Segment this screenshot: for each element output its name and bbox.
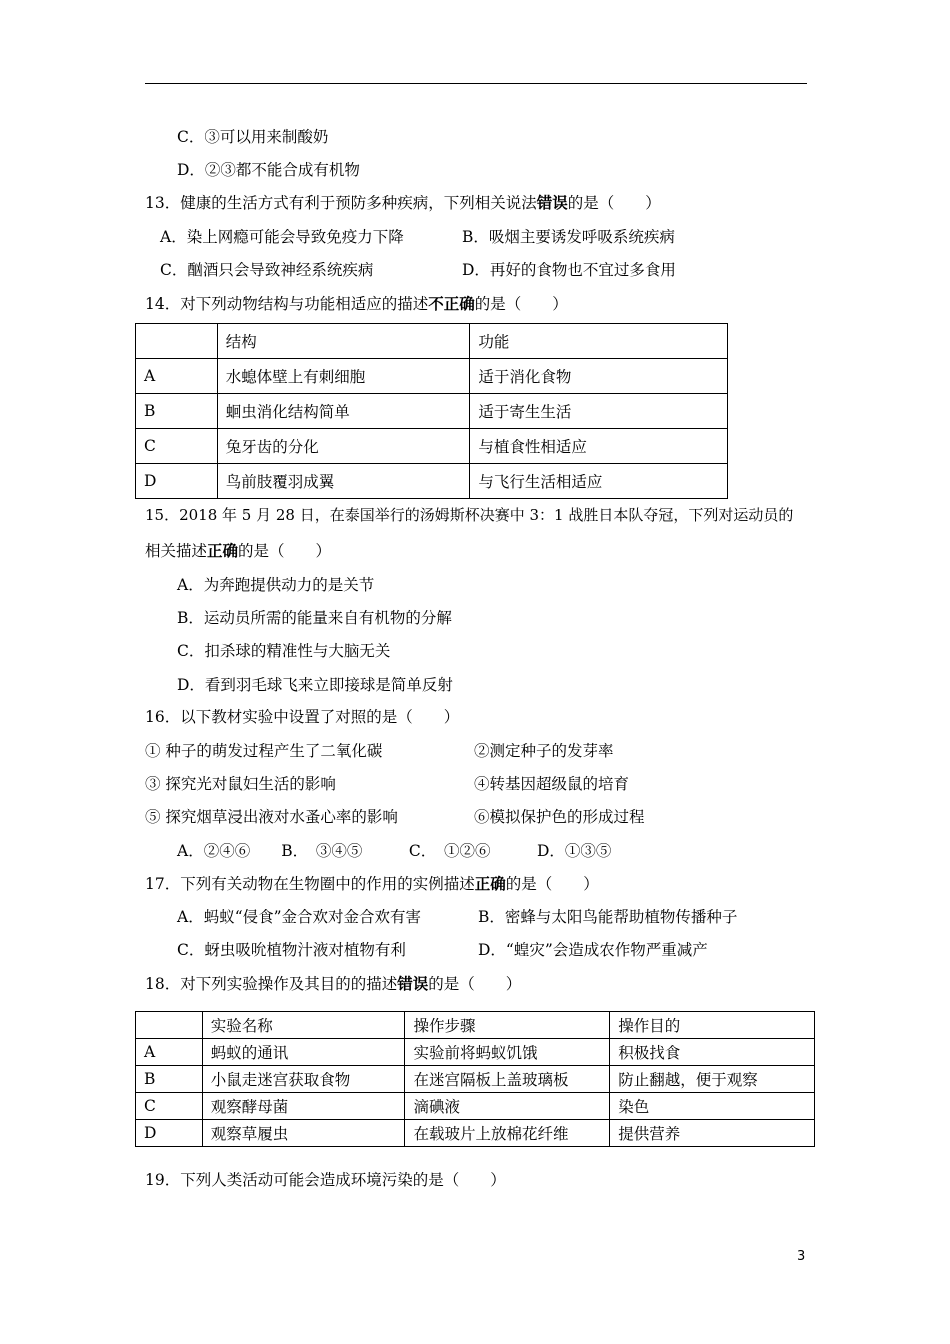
table-cell: 滴碘液 bbox=[405, 1093, 610, 1120]
q14-table bbox=[135, 323, 728, 499]
table-cell: 与飞行生活相适应 bbox=[470, 464, 728, 499]
q16-item-2: ②测定种子的发芽率 bbox=[474, 742, 614, 760]
q18-table bbox=[135, 1011, 815, 1147]
table-cell: 在迷宫隔板上盖玻璃板 bbox=[405, 1066, 610, 1093]
page-number: 3 bbox=[797, 1249, 806, 1264]
q16-item-4: ④转基因超级鼠的培育 bbox=[474, 775, 630, 793]
q17-option-b: B．密蜂与太阳鸟能帮助植物传播种子 bbox=[478, 908, 738, 926]
table-cell: B bbox=[136, 394, 218, 429]
table-cell: 观察酵母菌 bbox=[202, 1093, 405, 1120]
table-header-cell: 实验名称 bbox=[202, 1012, 405, 1039]
table-cell: C bbox=[136, 429, 218, 464]
q15-option-c: C．扣杀球的精准性与大脑无关 bbox=[177, 642, 391, 660]
q13-option-c: C．酗酒只会导致神经系统疾病 bbox=[160, 261, 374, 279]
q16-item-5: ⑤ 探究烟草浸出液对水蚤心率的影响 bbox=[145, 808, 398, 826]
table-cell: 实验前将蚂蚁饥饿 bbox=[405, 1039, 610, 1066]
table-cell: 适于寄生生活 bbox=[470, 394, 728, 429]
q13-emphasis: 错误 bbox=[536, 193, 568, 212]
q14-emphasis: 不正确 bbox=[428, 294, 475, 313]
table-cell: 染色 bbox=[610, 1093, 815, 1120]
table-cell: D bbox=[136, 464, 218, 499]
q15-emphasis: 正确 bbox=[207, 541, 239, 560]
table-cell: 适于消化食物 bbox=[470, 359, 728, 394]
q13-option-d: D．再好的食物也不宜过多食用 bbox=[462, 261, 676, 279]
q15-option-d: D．看到羽毛球飞来立即接球是简单反射 bbox=[177, 676, 453, 694]
q16-options: A．②④⑥ B． ③④⑤ C． ①②⑥ D．①③⑤ bbox=[177, 842, 612, 860]
q12-option-d: D．②③都不能合成有机物 bbox=[177, 161, 360, 179]
table-cell: 在载玻片上放棉花纤维 bbox=[405, 1120, 610, 1147]
table-cell: A bbox=[136, 359, 218, 394]
table-header-row bbox=[136, 1012, 815, 1039]
q13-stem: 13．健康的生活方式有利于预防多种疾病，下列相关说法错误的是（ ） bbox=[145, 193, 661, 212]
table-cell: C bbox=[136, 1093, 203, 1120]
table-row bbox=[136, 1039, 815, 1066]
table-cell: 蛔虫消化结构简单 bbox=[217, 394, 470, 429]
q15-option-a: A．为奔跑提供动力的是关节 bbox=[177, 576, 375, 594]
q14-stem: 14．对下列动物结构与功能相适应的描述不正确的是（ ） bbox=[145, 294, 568, 313]
table-row bbox=[136, 1120, 815, 1147]
table-cell: 防止翻越，便于观察 bbox=[610, 1066, 815, 1093]
table-header-row bbox=[136, 324, 728, 359]
header-rule bbox=[145, 83, 807, 84]
q16-stem: 16．以下教材实验中设置了对照的是（ ） bbox=[145, 708, 460, 726]
q16-item-3: ③ 探究光对鼠妇生活的影响 bbox=[145, 775, 336, 793]
table-cell: 鸟前肢覆羽成翼 bbox=[217, 464, 470, 499]
table-row bbox=[136, 394, 728, 429]
table-header-cell bbox=[136, 1012, 203, 1039]
q13-option-a: A．染上网瘾可能会导致免疫力下降 bbox=[160, 228, 404, 246]
table-header-cell: 操作步骤 bbox=[405, 1012, 610, 1039]
table-row bbox=[136, 1093, 815, 1120]
table-row bbox=[136, 464, 728, 499]
q17-option-a: A．蚂蚁“侵食”金合欢对金合欢有害 bbox=[177, 908, 422, 926]
table-cell: A bbox=[136, 1039, 203, 1066]
table-cell: 观察草履虫 bbox=[202, 1120, 405, 1147]
q15-option-b: B．运动员所需的能量来自有机物的分解 bbox=[177, 609, 452, 627]
table-cell: B bbox=[136, 1066, 203, 1093]
q16-item-6: ⑥模拟保护色的形成过程 bbox=[474, 808, 645, 826]
q17-option-d: D．“蝗灾”会造成农作物严重减产 bbox=[478, 941, 708, 959]
table-cell: 兔牙齿的分化 bbox=[217, 429, 470, 464]
q13-option-b: B．吸烟主要诱发呼吸系统疾病 bbox=[462, 228, 675, 246]
q15-stem-line1: 15．2018 年 5 月 28 日，在泰国举行的汤姆斯杯决赛中 3：1 战胜日本队夺冠，下列对运动员的 bbox=[145, 506, 794, 524]
q16-item-1: ① 种子的萌发过程产生了二氧化碳 bbox=[145, 742, 383, 760]
table-cell: 提供营养 bbox=[610, 1120, 815, 1147]
table-header-cell: 操作目的 bbox=[610, 1012, 815, 1039]
table-cell: 蚂蚁的通讯 bbox=[202, 1039, 405, 1066]
table-header-cell: 结构 bbox=[217, 324, 470, 359]
table-row bbox=[136, 359, 728, 394]
table-header-cell: 功能 bbox=[470, 324, 728, 359]
q15-stem-line2: 相关描述正确的是（ ） bbox=[145, 541, 332, 560]
table-row bbox=[136, 429, 728, 464]
table-header-cell bbox=[136, 324, 218, 359]
q17-option-c: C．蚜虫吸吮植物汁液对植物有利 bbox=[177, 941, 406, 959]
table-cell: 水螅体壁上有刺细胞 bbox=[217, 359, 470, 394]
table-cell: D bbox=[136, 1120, 203, 1147]
table-cell: 小鼠走迷宫获取食物 bbox=[202, 1066, 405, 1093]
table-row bbox=[136, 1066, 815, 1093]
q12-option-c: C．③可以用来制酸奶 bbox=[177, 128, 329, 146]
q19-stem: 19．下列人类活动可能会造成环境污染的是（ ） bbox=[145, 1171, 506, 1189]
table-cell: 与植食性相适应 bbox=[470, 429, 728, 464]
q17-emphasis: 正确 bbox=[474, 874, 506, 893]
q18-stem: 18．对下列实验操作及其目的的描述错误的是（ ） bbox=[145, 974, 522, 993]
q17-stem: 17．下列有关动物在生物圈中的作用的实例描述正确的是（ ） bbox=[145, 874, 599, 893]
q18-emphasis: 错误 bbox=[397, 974, 429, 993]
table-cell: 积极找食 bbox=[610, 1039, 815, 1066]
